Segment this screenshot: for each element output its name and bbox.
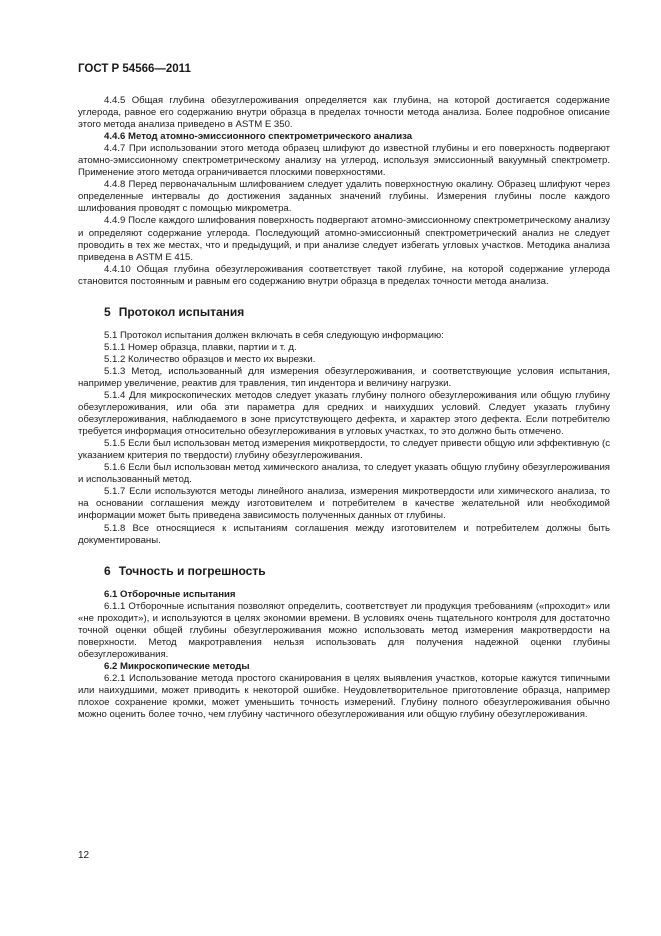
clause-4-4-9: 4.4.9 После каждого шлифования поверхность подвергают атомно-эмиссионному спектрометрическому анализу и определяют содержание углерода. Последующий атомно-эмиссионный спектрометрический анализ не следует проводить в тех же местах, что и предыдущий, и при анализе следует избегать угловых участков. Методика анализа приведена в ASTM E 415.	[78, 215, 610, 263]
page-body	[78, 95, 610, 721]
clause-5-1-5: 5.1.5 Если был использован метод измерения микротвердости, то следует привести общую или эффективную (с указанием критерия по твердости) глубину обезуглероживания.	[78, 438, 610, 462]
section-6-heading	[78, 564, 610, 578]
heading-6-2: 6.2 Микроскопические методы	[104, 660, 250, 672]
heading-6-1: 6.1 Отборочные испытания	[104, 588, 236, 600]
clause-5-1-6: 5.1.6 Если был использован метод химического анализа, то следует указать общую глубину обезуглероживания и использованный метод.	[78, 462, 610, 486]
section-6-title: Точность и погрешность	[118, 563, 266, 578]
heading-4-4-6: 4.4.6 Метод атомно-эмиссионного спектрометрического анализа	[104, 131, 413, 143]
section-5-number: 5	[104, 304, 111, 319]
clause-5-1: 5.1 Протокол испытания должен включать в себя следующую информацию:	[104, 329, 444, 341]
page-number: 12	[78, 850, 90, 861]
section-6-number: 6	[104, 563, 111, 578]
clause-5-1-7: 5.1.7 Если используются методы линейного анализа, измерения микротвердости или химического анализа, то на основании соглашения между изготовителем и потребителем в качестве желательной или необходимой информации может быть приведена зависимость полученных данных от глубины.	[78, 486, 610, 522]
clause-5-1-8: 5.1.8 Все относящиеся к испытаниям соглашения между изготовителем и потребителем должны быть документированы.	[78, 522, 610, 546]
clause-4-4-10: 4.4.10 Общая глубина обезуглероживания соответствует такой глубине, на которой содержание углерода становится постоянным и равным его содержанию внутри образца в пределах точности метода анализа.	[78, 263, 610, 287]
clause-5-1-4: 5.1.4 Для микроскопических методов следует указать глубину полного обезуглероживания или общую глубину обезуглероживания, или оба эти параметра для средних и наихудших условий. Следует указать глубину обезуглероживания, наблюдаемого в зоне присутствующего дефекта, и характер этого дефекта. Если потребителю требуется информация относительно обезуглероживания в угловых участках, то это должно быть отмечено.	[78, 389, 610, 438]
section-5-heading	[78, 305, 610, 319]
section-5-title: Протокол испытания	[118, 304, 245, 319]
clause-6-1-1: 6.1.1 Отборочные испытания позволяют определить, соответствует ли продукция требованиям («проходит» или «не проходит»), и используются в целях экономии времени. В условиях очень тщательного контроля для достаточно точной оценки общей глубины обезуглероживания можно использовать метод измерения макротвердости на поверхности. Метод макротравления нельзя использовать для получения надежной оценки глубины обезуглероживания.	[78, 600, 610, 660]
clause-4-4-8: 4.4.8 Перед первоначальным шлифованием следует удалить поверхностную окалину. Образец шлифуют через определенные интервалы до достижения заданных значений глубины. Измерения глубины после каждого шлифования проводят с помощью микрометра.	[78, 179, 610, 215]
clause-5-1-1: 5.1.1 Номер образца, плавки, партии и т. д.	[104, 341, 297, 353]
clause-4-4-5: 4.4.5 Общая глубина обезуглероживания определяется как глубина, на которой достигается содержание углерода, равное его содержанию внутри образца в пределах точности метода анализа. Более подробное описание этого метода анализа приведено в ASTM E 350.	[78, 95, 610, 131]
clause-5-1-2: 5.1.2 Количество образцов и место их вырезки.	[104, 353, 316, 365]
clause-6-2-1: 6.2.1 Использование метода простого сканирования в целях выявления участков, которые кажутся типичными или наихудшими, может приводить к некоторой ошибке. Неудовлетворительное приготовление образца, например плохое сохранение кромки, может уменьшить точность измерений. Глубину полного обезуглероживания обычно можно оценить более точно, чем глубину частичного обезуглероживания или общую глубину обезуглероживания.	[78, 672, 610, 721]
clause-4-4-7: 4.4.7 При использовании этого метода образец шлифуют до известной глубины и его поверхность подвергают атомно-эмиссионному спектрометрическому анализу на углерод, используя эмиссионный вакуумный спектрометр. Применение этого метода ограничивается плоскими поверхностями.	[78, 143, 610, 179]
document-header: ГОСТ Р 54566—2011	[78, 63, 191, 75]
clause-5-1-3: 5.1.3 Метод, использованный для измерения обезуглероживания, и соответствующие условия испытания, например увеличение, реактив для травления, тип индентора и величину нагрузки.	[78, 365, 610, 389]
